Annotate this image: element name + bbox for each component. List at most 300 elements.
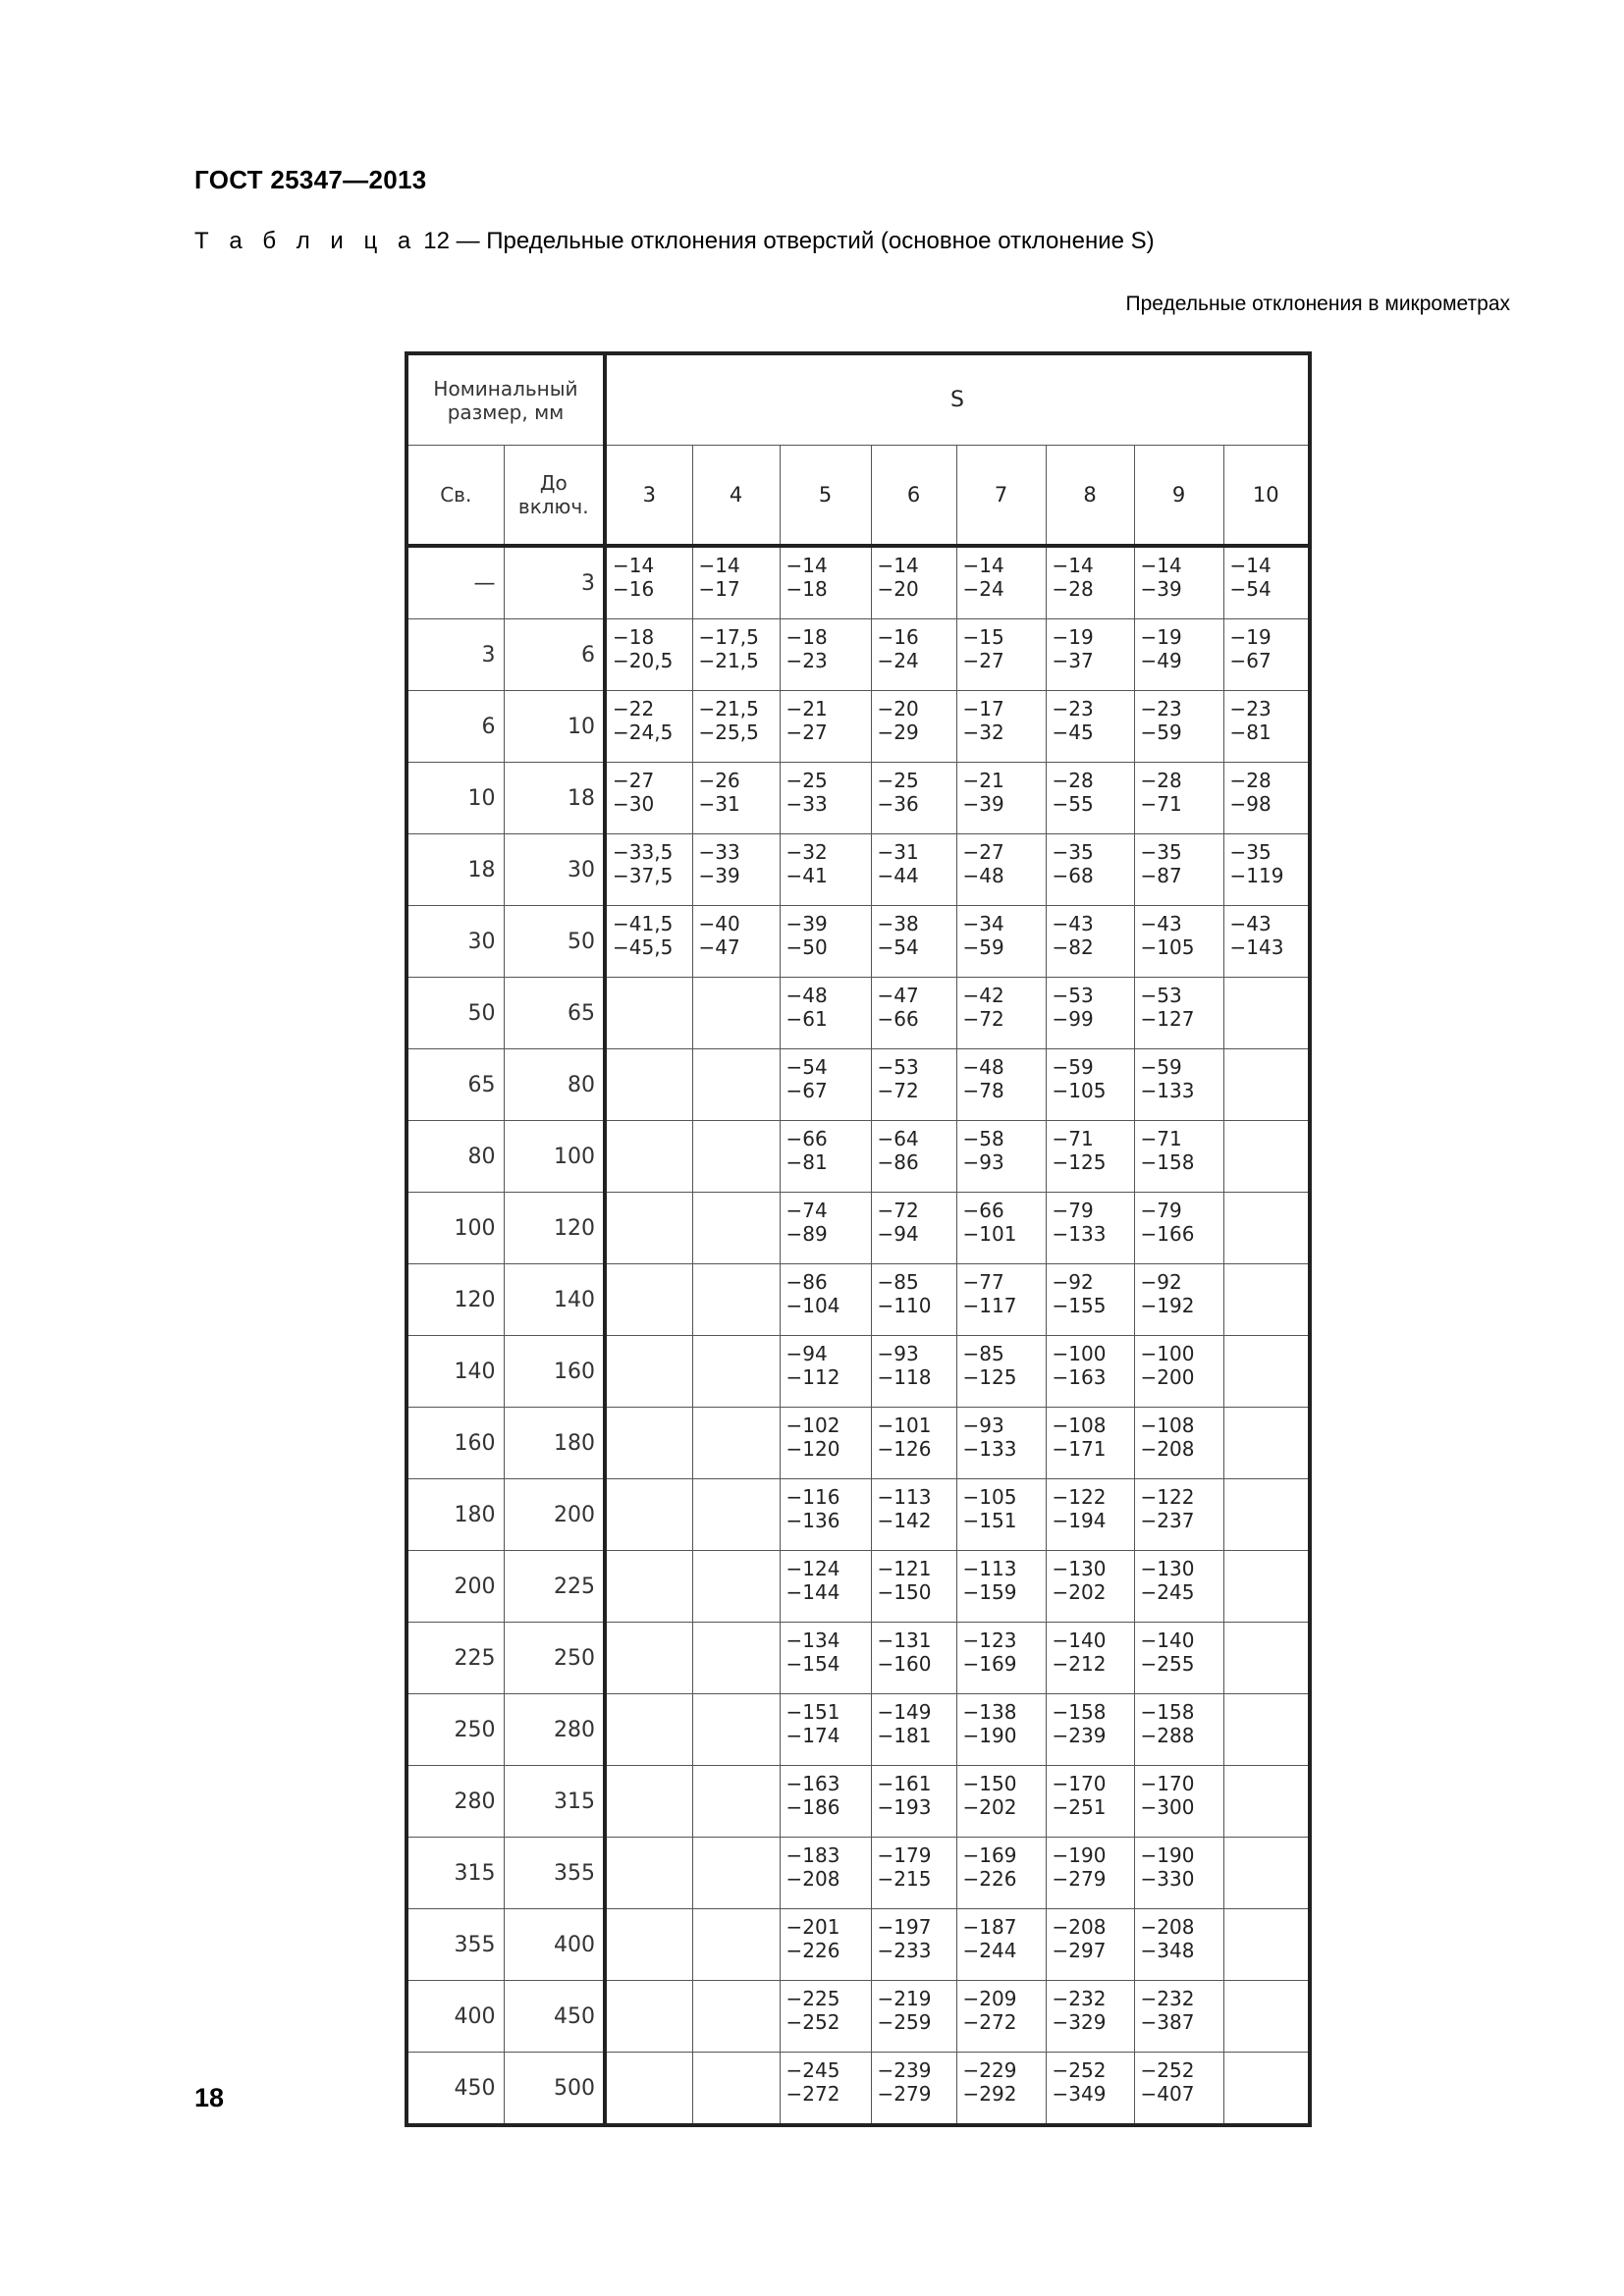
size-to-cell: 80 xyxy=(504,1049,605,1121)
lower-deviation: −387 xyxy=(1140,2010,1195,2034)
deviation-cell xyxy=(1223,1838,1310,1909)
upper-deviation: −170 xyxy=(1052,1772,1107,1795)
lower-deviation: −237 xyxy=(1140,1509,1195,1532)
deviations-table xyxy=(405,351,1312,2127)
document-code: ГОСТ 25347—2013 xyxy=(194,165,427,194)
table-row xyxy=(406,1336,1310,1408)
upper-deviation: −35 xyxy=(1052,840,1094,864)
upper-deviation: −219 xyxy=(877,1987,932,2010)
size-from-cell: 120 xyxy=(406,1264,504,1336)
upper-deviation: −102 xyxy=(785,1414,840,1437)
deviation-cell xyxy=(1134,1623,1223,1694)
lower-deviation: −330 xyxy=(1140,1867,1195,1891)
deviation-cell xyxy=(692,1766,780,1838)
lower-deviation: −133 xyxy=(1140,1079,1195,1102)
deviation-cell xyxy=(1046,1551,1134,1623)
upper-deviation: −140 xyxy=(1052,1629,1107,1652)
lower-deviation: −155 xyxy=(1052,1294,1107,1317)
deviation-cell xyxy=(780,1694,871,1766)
deviation-cell xyxy=(871,1121,956,1193)
upper-deviation: −31 xyxy=(877,840,919,864)
lower-deviation: −45 xyxy=(1052,721,1094,744)
deviation-cell xyxy=(1134,1838,1223,1909)
deviation-cell xyxy=(871,619,956,691)
deviation-cell xyxy=(956,1479,1046,1551)
lower-deviation: −33 xyxy=(785,792,828,816)
upper-deviation: −28 xyxy=(1140,769,1182,792)
deviation-cell xyxy=(1046,1336,1134,1408)
lower-deviation: −87 xyxy=(1140,864,1182,887)
deviation-cell xyxy=(780,1551,871,1623)
deviation-cell xyxy=(1046,1623,1134,1694)
deviation-cell xyxy=(605,1479,692,1551)
upper-deviation: −41,5 xyxy=(613,912,674,935)
upper-deviation: −22 xyxy=(613,697,655,721)
deviation-cell xyxy=(692,1909,780,1981)
deviation-cell xyxy=(1223,906,1310,978)
table-row xyxy=(406,978,1310,1049)
lower-deviation: −181 xyxy=(877,1724,932,1747)
lower-deviation: −120 xyxy=(785,1437,840,1461)
table-caption xyxy=(194,228,1155,255)
upper-deviation: −208 xyxy=(1140,1915,1195,1939)
upper-deviation: −105 xyxy=(962,1485,1017,1509)
deviation-cell xyxy=(1134,1193,1223,1264)
deviation-cell xyxy=(692,691,780,763)
upper-deviation: −43 xyxy=(1052,912,1094,935)
deviation-cell xyxy=(780,978,871,1049)
deviation-cell xyxy=(1046,1264,1134,1336)
upper-deviation: −21 xyxy=(962,769,1004,792)
deviation-cell xyxy=(871,1838,956,1909)
upper-deviation: −74 xyxy=(785,1199,828,1222)
deviation-cell xyxy=(956,1193,1046,1264)
deviation-cell xyxy=(1223,1623,1310,1694)
lower-deviation: −98 xyxy=(1229,792,1272,816)
deviation-cell xyxy=(780,1479,871,1551)
upper-deviation: −122 xyxy=(1052,1485,1107,1509)
upper-deviation: −209 xyxy=(962,1987,1017,2010)
lower-deviation: −212 xyxy=(1052,1652,1107,1676)
deviation-cell xyxy=(605,1336,692,1408)
lower-deviation: −24,5 xyxy=(613,721,674,744)
deviation-cell xyxy=(780,1121,871,1193)
lower-deviation: −329 xyxy=(1052,2010,1107,2034)
table-row xyxy=(406,2053,1310,2126)
lower-deviation: −54 xyxy=(877,935,919,959)
upper-deviation: −93 xyxy=(962,1414,1004,1437)
upper-deviation: −43 xyxy=(1140,912,1182,935)
size-to-cell: 250 xyxy=(504,1623,605,1694)
upper-deviation: −113 xyxy=(962,1557,1017,1580)
lower-deviation: −78 xyxy=(962,1079,1004,1102)
deviation-cell xyxy=(692,1838,780,1909)
deviation-cell xyxy=(1223,619,1310,691)
page-number: 18 xyxy=(194,2083,225,2112)
lower-deviation: −24 xyxy=(877,649,919,672)
lower-deviation: −127 xyxy=(1140,1007,1195,1031)
upper-deviation: −14 xyxy=(785,554,828,577)
upper-deviation: −48 xyxy=(962,1055,1004,1079)
upper-deviation: −53 xyxy=(1140,984,1182,1007)
lower-deviation: −272 xyxy=(785,2082,840,2106)
deviation-cell xyxy=(605,1909,692,1981)
lower-deviation: −288 xyxy=(1140,1724,1195,1747)
deviation-cell xyxy=(692,978,780,1049)
deviation-cell xyxy=(1046,1121,1134,1193)
deviation-cell xyxy=(605,906,692,978)
size-to-cell: 355 xyxy=(504,1838,605,1909)
upper-deviation: −15 xyxy=(962,625,1004,649)
upper-deviation: −14 xyxy=(962,554,1004,577)
deviation-cell xyxy=(956,1408,1046,1479)
deviation-cell xyxy=(692,1408,780,1479)
lower-deviation: −41 xyxy=(785,864,828,887)
size-to-cell: 450 xyxy=(504,1981,605,2053)
lower-deviation: −163 xyxy=(1052,1365,1107,1389)
upper-deviation: −43 xyxy=(1229,912,1272,935)
deviation-cell xyxy=(1046,1479,1134,1551)
deviation-cell xyxy=(956,1049,1046,1121)
upper-deviation: −158 xyxy=(1140,1700,1195,1724)
deviation-cell xyxy=(692,834,780,906)
lower-deviation: −39 xyxy=(1140,577,1182,601)
lower-deviation: −45,5 xyxy=(613,935,674,959)
deviation-cell xyxy=(1134,906,1223,978)
upper-deviation: −48 xyxy=(785,984,828,1007)
table-row xyxy=(406,834,1310,906)
upper-deviation: −66 xyxy=(962,1199,1004,1222)
lower-deviation: −110 xyxy=(877,1294,932,1317)
upper-deviation: −21,5 xyxy=(698,697,759,721)
lower-deviation: −279 xyxy=(1052,1867,1107,1891)
upper-deviation: −252 xyxy=(1052,2058,1107,2082)
deviation-cell xyxy=(871,1981,956,2053)
units-note: Предельные отклонения в микрометрах xyxy=(1125,293,1510,315)
upper-deviation: −27 xyxy=(613,769,655,792)
deviation-cell xyxy=(780,834,871,906)
deviation-cell xyxy=(956,2053,1046,2126)
upper-deviation: −39 xyxy=(785,912,828,935)
deviation-cell xyxy=(780,1766,871,1838)
size-to-cell: 6 xyxy=(504,619,605,691)
upper-deviation: −124 xyxy=(785,1557,840,1580)
deviation-cell xyxy=(780,1909,871,1981)
deviation-cell xyxy=(780,1193,871,1264)
upper-deviation: −94 xyxy=(785,1342,828,1365)
lower-deviation: −297 xyxy=(1052,1939,1107,1962)
deviation-cell xyxy=(692,1264,780,1336)
deviation-cell xyxy=(1223,1408,1310,1479)
deviation-cell xyxy=(1134,1766,1223,1838)
upper-deviation: −85 xyxy=(962,1342,1004,1365)
upper-deviation: −245 xyxy=(785,2058,840,2082)
upper-deviation: −47 xyxy=(877,984,919,1007)
lower-deviation: −37,5 xyxy=(613,864,674,887)
upper-deviation: −16 xyxy=(877,625,919,649)
upper-deviation: −40 xyxy=(698,912,740,935)
upper-deviation: −229 xyxy=(962,2058,1017,2082)
upper-deviation: −32 xyxy=(785,840,828,864)
size-from-cell: 200 xyxy=(406,1551,504,1623)
lower-deviation: −86 xyxy=(877,1150,919,1174)
upper-deviation: −23 xyxy=(1140,697,1182,721)
table-row xyxy=(406,1264,1310,1336)
deviation-cell xyxy=(871,1551,956,1623)
size-from-cell: 250 xyxy=(406,1694,504,1766)
table-row xyxy=(406,763,1310,834)
deviation-cell xyxy=(871,1049,956,1121)
upper-deviation: −100 xyxy=(1140,1342,1195,1365)
deviation-cell xyxy=(605,691,692,763)
deviation-cell xyxy=(1046,834,1134,906)
deviation-cell xyxy=(692,1981,780,2053)
size-to-cell: 180 xyxy=(504,1408,605,1479)
deviation-cell xyxy=(605,1193,692,1264)
deviation-cell xyxy=(956,763,1046,834)
size-from-cell: 450 xyxy=(406,2053,504,2126)
size-from-cell: 280 xyxy=(406,1766,504,1838)
upper-deviation: −252 xyxy=(1140,2058,1195,2082)
size-from-cell: 315 xyxy=(406,1838,504,1909)
table-row xyxy=(406,619,1310,691)
deviation-cell xyxy=(871,1766,956,1838)
deviation-cell xyxy=(1134,546,1223,619)
deviation-cell xyxy=(1046,1909,1134,1981)
deviation-cell xyxy=(871,1336,956,1408)
deviation-cell xyxy=(780,619,871,691)
upper-deviation: −18 xyxy=(785,625,828,649)
deviation-cell xyxy=(1223,1264,1310,1336)
upper-deviation: −108 xyxy=(1052,1414,1107,1437)
lower-deviation: −239 xyxy=(1052,1724,1107,1747)
upper-deviation: −225 xyxy=(785,1987,840,2010)
deviation-cell xyxy=(1223,1479,1310,1551)
lower-deviation: −200 xyxy=(1140,1365,1195,1389)
upper-deviation: −66 xyxy=(785,1127,828,1150)
deviation-cell xyxy=(692,1049,780,1121)
table-row xyxy=(406,1909,1310,1981)
upper-deviation: −151 xyxy=(785,1700,840,1724)
upper-deviation: −18 xyxy=(613,625,655,649)
upper-deviation: −116 xyxy=(785,1485,840,1509)
lower-deviation: −17 xyxy=(698,577,740,601)
upper-deviation: −169 xyxy=(962,1843,1017,1867)
upper-deviation: −35 xyxy=(1140,840,1182,864)
lower-deviation: −23 xyxy=(785,649,828,672)
deviation-cell xyxy=(871,1264,956,1336)
deviation-cell xyxy=(780,1408,871,1479)
lower-deviation: −215 xyxy=(877,1867,932,1891)
upper-deviation: −19 xyxy=(1052,625,1094,649)
deviation-cell xyxy=(1046,1049,1134,1121)
deviation-cell xyxy=(780,1623,871,1694)
upper-deviation: −71 xyxy=(1052,1127,1094,1150)
deviation-cell xyxy=(1046,978,1134,1049)
deviation-cell xyxy=(956,1121,1046,1193)
size-from-cell: 160 xyxy=(406,1408,504,1479)
deviation-cell xyxy=(956,1336,1046,1408)
upper-deviation: −201 xyxy=(785,1915,840,1939)
table-title: 12 — Предельные отклонения отверстий (основное отклонение S) xyxy=(423,228,1155,254)
lower-deviation: −71 xyxy=(1140,792,1182,816)
deviation-cell xyxy=(1223,1981,1310,2053)
lower-deviation: −25,5 xyxy=(698,721,759,744)
deviation-cell xyxy=(1223,1766,1310,1838)
from-header: Св. xyxy=(406,446,504,547)
size-from-cell: 80 xyxy=(406,1121,504,1193)
size-from-cell: 225 xyxy=(406,1623,504,1694)
lower-deviation: −16 xyxy=(613,577,655,601)
upper-deviation: −138 xyxy=(962,1700,1017,1724)
size-from-cell: — xyxy=(406,546,504,619)
upper-deviation: −85 xyxy=(877,1270,919,1294)
lower-deviation: −169 xyxy=(962,1652,1017,1676)
deviation-cell xyxy=(1134,691,1223,763)
lower-deviation: −55 xyxy=(1052,792,1094,816)
upper-deviation: −158 xyxy=(1052,1700,1107,1724)
upper-deviation: −23 xyxy=(1229,697,1272,721)
lower-deviation: −27 xyxy=(962,649,1004,672)
deviation-cell xyxy=(692,1551,780,1623)
deviation-cell xyxy=(1134,1694,1223,1766)
lower-deviation: −202 xyxy=(1052,1580,1107,1604)
deviation-cell xyxy=(871,546,956,619)
deviation-cell xyxy=(1046,1838,1134,1909)
upper-deviation: −19 xyxy=(1140,625,1182,649)
deviation-cell xyxy=(1223,1694,1310,1766)
deviation-cell xyxy=(871,978,956,1049)
deviation-cell xyxy=(605,1121,692,1193)
lower-deviation: −99 xyxy=(1052,1007,1094,1031)
lower-deviation: −251 xyxy=(1052,1795,1107,1819)
upper-deviation: −17,5 xyxy=(698,625,759,649)
lower-deviation: −193 xyxy=(877,1795,932,1819)
lower-deviation: −292 xyxy=(962,2082,1017,2106)
to-header: До включ. xyxy=(504,446,605,547)
upper-deviation: −183 xyxy=(785,1843,840,1867)
lower-deviation: −160 xyxy=(877,1652,932,1676)
grade-header: 3 xyxy=(605,446,692,547)
deviation-cell xyxy=(692,1121,780,1193)
upper-deviation: −21 xyxy=(785,697,828,721)
size-from-cell: 65 xyxy=(406,1049,504,1121)
lower-deviation: −67 xyxy=(1229,649,1272,672)
size-from-cell: 50 xyxy=(406,978,504,1049)
deviation-cell xyxy=(956,1909,1046,1981)
size-from-cell: 3 xyxy=(406,619,504,691)
deviation-cell xyxy=(605,1049,692,1121)
deviation-cell xyxy=(1223,691,1310,763)
lower-deviation: −81 xyxy=(1229,721,1272,744)
table-row xyxy=(406,1408,1310,1479)
deviation-cell xyxy=(1223,2053,1310,2126)
size-from-cell: 100 xyxy=(406,1193,504,1264)
lower-deviation: −30 xyxy=(613,792,655,816)
lower-deviation: −93 xyxy=(962,1150,1004,1174)
deviation-cell xyxy=(956,1838,1046,1909)
deviation-cell xyxy=(871,691,956,763)
deviation-cell xyxy=(871,763,956,834)
size-to-cell: 160 xyxy=(504,1336,605,1408)
lower-deviation: −159 xyxy=(962,1580,1017,1604)
size-to-cell: 280 xyxy=(504,1694,605,1766)
deviation-cell xyxy=(692,619,780,691)
deviation-cell xyxy=(1223,1193,1310,1264)
deviation-cell xyxy=(1134,1981,1223,2053)
lower-deviation: −59 xyxy=(962,935,1004,959)
deviation-cell xyxy=(871,834,956,906)
upper-deviation: −239 xyxy=(877,2058,932,2082)
lower-deviation: −119 xyxy=(1229,864,1284,887)
lower-deviation: −39 xyxy=(962,792,1004,816)
upper-deviation: −26 xyxy=(698,769,740,792)
upper-deviation: −130 xyxy=(1052,1557,1107,1580)
deviation-cell xyxy=(605,2053,692,2126)
upper-deviation: −14 xyxy=(1140,554,1182,577)
upper-deviation: −64 xyxy=(877,1127,919,1150)
table-row xyxy=(406,1049,1310,1121)
grade-header: 6 xyxy=(871,446,956,547)
deviation-cell xyxy=(1134,1336,1223,1408)
upper-deviation: −33 xyxy=(698,840,740,864)
lower-deviation: −89 xyxy=(785,1222,828,1246)
size-to-cell: 120 xyxy=(504,1193,605,1264)
lower-deviation: −279 xyxy=(877,2082,932,2106)
deviation-cell xyxy=(605,1766,692,1838)
deviation-cell xyxy=(692,2053,780,2126)
size-from-cell: 180 xyxy=(406,1479,504,1551)
deviation-cell xyxy=(871,1909,956,1981)
lower-deviation: −28 xyxy=(1052,577,1094,601)
lower-deviation: −21,5 xyxy=(698,649,759,672)
grade-header: 8 xyxy=(1046,446,1134,547)
lower-deviation: −349 xyxy=(1052,2082,1107,2106)
upper-deviation: −190 xyxy=(1140,1843,1195,1867)
upper-deviation: −130 xyxy=(1140,1557,1195,1580)
size-from-cell: 30 xyxy=(406,906,504,978)
size-to-cell: 3 xyxy=(504,546,605,619)
deviation-cell xyxy=(780,1264,871,1336)
grade-header: 10 xyxy=(1223,446,1310,547)
grade-header: 9 xyxy=(1134,446,1223,547)
deviation-cell xyxy=(1134,1479,1223,1551)
lower-deviation: −150 xyxy=(877,1580,932,1604)
size-to-cell: 500 xyxy=(504,2053,605,2126)
lower-deviation: −20 xyxy=(877,577,919,601)
table-row xyxy=(406,1551,1310,1623)
deviation-cell xyxy=(1223,978,1310,1049)
lower-deviation: −142 xyxy=(877,1509,932,1532)
deviation-cell xyxy=(692,546,780,619)
lower-deviation: −174 xyxy=(785,1724,840,1747)
deviation-cell xyxy=(1046,1766,1134,1838)
table-row xyxy=(406,1193,1310,1264)
upper-deviation: −14 xyxy=(1229,554,1272,577)
deviation-cell xyxy=(1134,763,1223,834)
deviation-cell xyxy=(605,1408,692,1479)
deviation-cell xyxy=(1046,619,1134,691)
table-row xyxy=(406,1694,1310,1766)
deviation-cell xyxy=(605,1551,692,1623)
lower-deviation: −105 xyxy=(1052,1079,1107,1102)
lower-deviation: −194 xyxy=(1052,1509,1107,1532)
lower-deviation: −348 xyxy=(1140,1939,1195,1962)
lower-deviation: −272 xyxy=(962,2010,1017,2034)
upper-deviation: −101 xyxy=(877,1414,932,1437)
lower-deviation: −72 xyxy=(962,1007,1004,1031)
size-to-cell: 225 xyxy=(504,1551,605,1623)
